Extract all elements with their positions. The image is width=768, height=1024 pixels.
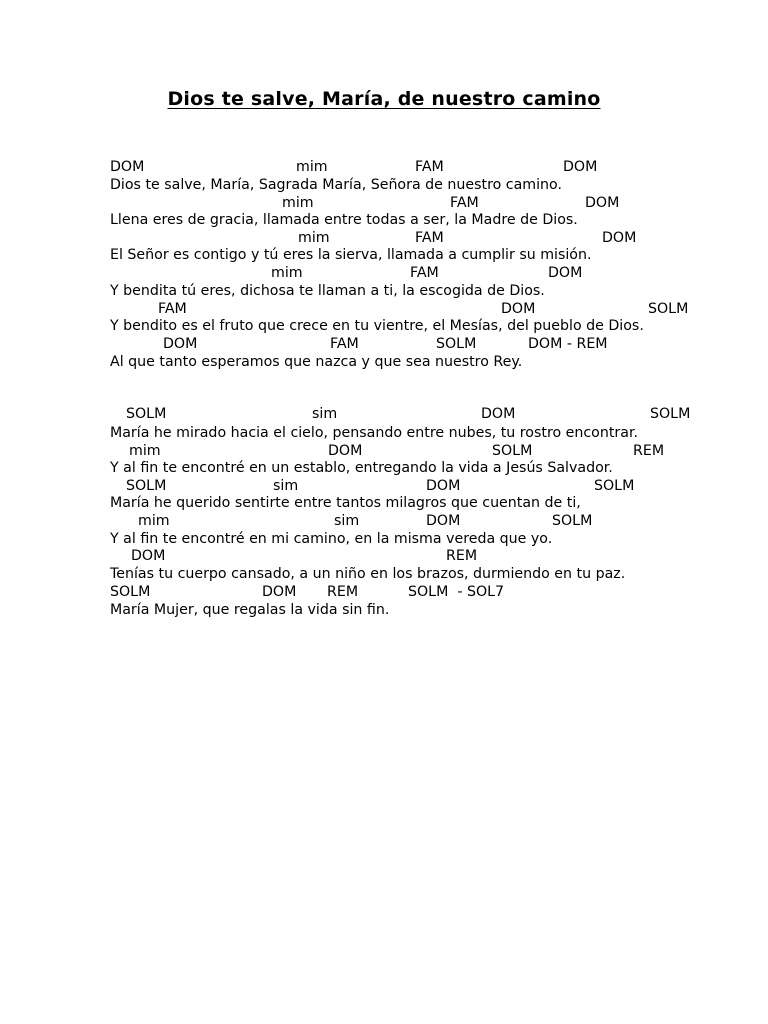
chord: DOM [163, 336, 198, 352]
chord: mim [271, 265, 303, 281]
chord: SOLM [552, 513, 593, 529]
chord: DOM [481, 406, 516, 422]
chord: SOLM [650, 406, 691, 422]
lyric-line: Y al fin te encontré en mi camino, en la misma vereda que yo. [110, 531, 553, 547]
chord: SOLM [648, 301, 689, 317]
lyric-line: María Mujer, que regalas la vida sin fin. [110, 602, 390, 618]
chord: FAM [158, 301, 187, 317]
chord: FAM [415, 159, 444, 175]
chord: FAM [415, 230, 444, 246]
chord: DOM [585, 195, 620, 211]
chord: DOM [501, 301, 536, 317]
chord: DOM [602, 230, 637, 246]
chord: REM [633, 443, 665, 459]
lyric-line: Y al fin te encontré en un establo, entregando la vida a Jesús Salvador. [110, 460, 613, 476]
chord: sim [312, 406, 338, 422]
chord: DOM [563, 159, 598, 175]
chord: SOLM - SOL7 [408, 584, 505, 600]
chord: DOM [328, 443, 363, 459]
chord: FAM [450, 195, 479, 211]
chord: DOM [548, 265, 583, 281]
chord: SOLM [126, 478, 167, 494]
lyric-line: María he querido sentirte entre tantos milagros que cuentan de ti, [110, 495, 581, 511]
chord: DOM [426, 513, 461, 529]
chord: mim [138, 513, 170, 529]
chord: REM [327, 584, 359, 600]
chord: DOM [131, 548, 166, 564]
chord: REM [446, 548, 478, 564]
lyric-line: María he mirado hacia el cielo, pensando entre nubes, tu rostro encontrar. [110, 425, 638, 441]
lyric-line: Tenías tu cuerpo cansado, a un niño en los brazos, durmiendo en tu paz. [110, 566, 626, 582]
chord: sim [334, 513, 360, 529]
chord: mim [282, 195, 314, 211]
chord: SOLM [436, 336, 477, 352]
song-title: Dios te salve, María, de nuestro camino [167, 88, 601, 110]
chord: mim [298, 230, 330, 246]
chord: SOLM [126, 406, 167, 422]
lyric-line: Y bendito es el fruto que crece en tu vientre, el Mesías, del pueblo de Dios. [110, 318, 644, 334]
lyric-line: Al que tanto esperamos que nazca y que sea nuestro Rey. [110, 354, 523, 370]
chord: mim [296, 159, 328, 175]
lyric-line: Llena eres de gracia, llamada entre todas a ser, la Madre de Dios. [110, 212, 578, 228]
chord: SOLM [110, 584, 151, 600]
chord: sim [273, 478, 299, 494]
chord: DOM [426, 478, 461, 494]
chord: DOM [110, 159, 145, 175]
chord: FAM [410, 265, 439, 281]
lyric-line: El Señor es contigo y tú eres la sierva, llamada a cumplir su misión. [110, 247, 592, 263]
lyric-line: Dios te salve, María, Sagrada María, Señora de nuestro camino. [110, 177, 562, 193]
lyric-line: Y bendita tú eres, dichosa te llaman a ti, la escogida de Dios. [110, 283, 545, 299]
chord: SOLM [492, 443, 533, 459]
chord: FAM [330, 336, 359, 352]
chord: DOM [262, 584, 297, 600]
chord: SOLM [594, 478, 635, 494]
chord: DOM - REM [528, 336, 608, 352]
chord: mim [129, 443, 161, 459]
